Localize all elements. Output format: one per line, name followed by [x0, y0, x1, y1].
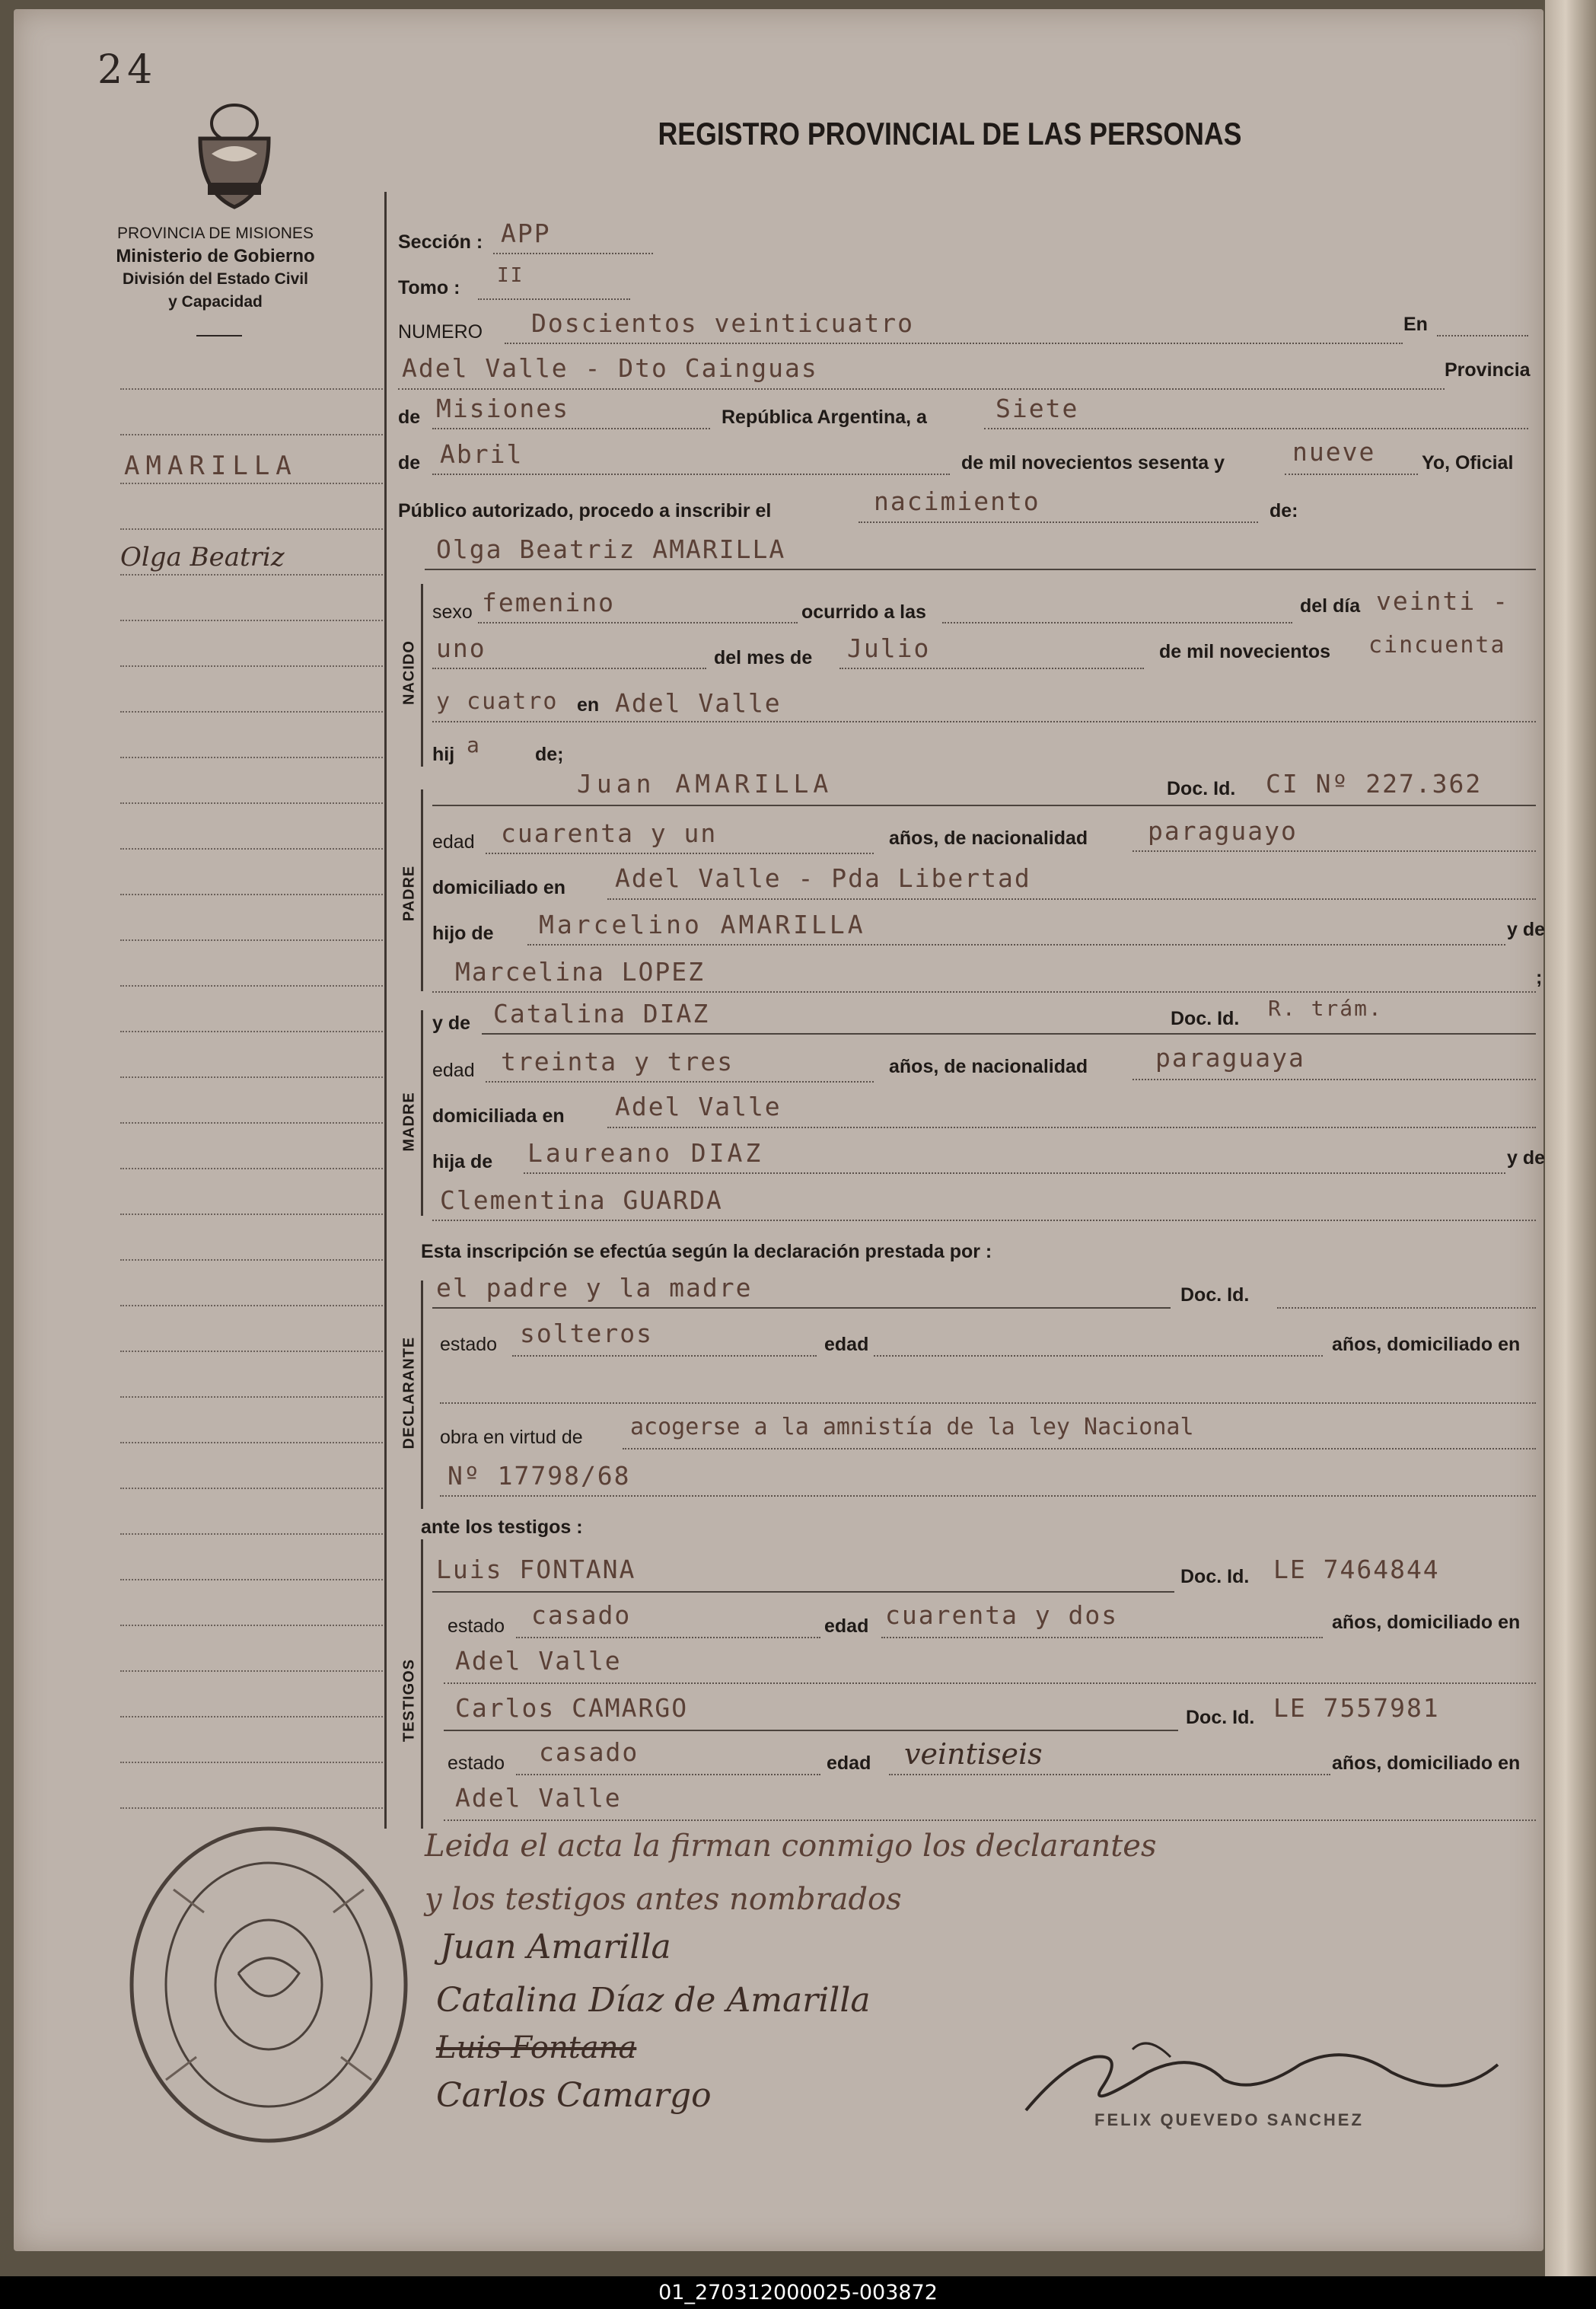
- value-lugar: Adel Valle - Dto Cainguas: [402, 353, 818, 383]
- value-lugar-nac: Adel Valle: [615, 688, 782, 718]
- line-decl-estado: [512, 1355, 817, 1357]
- line-testigo1-dom: [444, 1682, 1536, 1684]
- value-testigo1-dom: Adel Valle: [455, 1646, 622, 1676]
- margin-line: [120, 574, 383, 576]
- label-madre: MADRE: [400, 1092, 418, 1152]
- line-mes-nac: [839, 668, 1144, 669]
- margin-line: [120, 1122, 383, 1124]
- label-testigo2-edad: edad: [827, 1752, 871, 1774]
- value-testigo2-estado: casado: [539, 1737, 639, 1767]
- label-ocurrido: ocurrido a las: [801, 601, 926, 623]
- label-testigo1-anos: años, domiciliado en: [1332, 1612, 1521, 1633]
- header-divider: [196, 335, 242, 336]
- line-anio: [1285, 474, 1418, 475]
- value-madre-nombre: Catalina DIAZ: [493, 999, 710, 1029]
- margin-line: [120, 848, 383, 850]
- line-madre-hija-2: [432, 1220, 1536, 1221]
- signature-mother: Catalina Díaz de Amarilla: [436, 1981, 871, 2020]
- label-republica: República Argentina, a: [722, 407, 927, 428]
- value-hij-suffix: a: [467, 732, 481, 757]
- value-decl-estado: solteros: [520, 1319, 653, 1348]
- label-sexo: sexo: [432, 601, 473, 623]
- line-madre-hija-1: [524, 1172, 1505, 1174]
- closing-line-1: Leida el acta la firman conmigo los declarantes: [425, 1829, 1157, 1864]
- margin-line: [120, 1762, 383, 1763]
- label-madre-y-de: y de: [1507, 1147, 1546, 1169]
- image-id-footer: 01_270312000025-003872: [0, 2276, 1596, 2309]
- label-testigo2-anos: años, domiciliado en: [1332, 1752, 1521, 1774]
- line-dia: [984, 428, 1528, 429]
- ministry-label: Ministerio de Gobierno: [116, 246, 315, 266]
- label-en: En: [1403, 314, 1428, 335]
- label-yo-oficial: Yo, Oficial: [1422, 452, 1514, 474]
- line-madre-edad: [486, 1081, 874, 1083]
- margin-line: [120, 1259, 383, 1261]
- value-mes-nac: Julio: [847, 633, 931, 663]
- value-anio-nac-1: cincuenta: [1368, 632, 1506, 659]
- value-sexo: femenino: [482, 588, 615, 617]
- label-padre-doc: Doc. Id.: [1167, 778, 1236, 799]
- value-testigo1-nombre: Luis FONTANA: [436, 1555, 636, 1584]
- value-provincia: Misiones: [436, 394, 569, 423]
- label-decl-edad: edad: [824, 1334, 869, 1355]
- margin-line: [120, 985, 383, 987]
- value-seccion: APP: [501, 218, 551, 248]
- label-testigo1-doc: Doc. Id.: [1180, 1566, 1250, 1587]
- signature-witness-1: Luis Fontana: [436, 2030, 637, 2065]
- label-numero: NUMERO: [398, 321, 483, 343]
- margin-line: [120, 894, 383, 895]
- value-obra-2: Nº 17798/68: [448, 1461, 631, 1491]
- label-testigos: ante los testigos :: [421, 1516, 583, 1538]
- label-mil-sesenta: de mil novecientos sesenta y: [961, 452, 1225, 474]
- label-de-2: de: [398, 452, 421, 474]
- signature-witness-2: Carlos Camargo: [436, 2076, 712, 2115]
- line-obra-2: [440, 1495, 1536, 1497]
- margin-line: [120, 1670, 383, 1672]
- line-decl-doc: [1277, 1307, 1536, 1309]
- division-label: División del Estado Civil: [123, 270, 308, 288]
- line-provincia: [432, 428, 710, 429]
- label-hij: hij: [432, 744, 455, 765]
- official-stamp-text: FELIX QUEVEDO SANCHEZ: [1094, 2110, 1364, 2129]
- label-en-lugar: en: [577, 694, 600, 716]
- line-padre-hijo-2: [432, 991, 1536, 993]
- line-seccion: [493, 253, 653, 254]
- label-decl-doc: Doc. Id.: [1180, 1284, 1250, 1306]
- value-padre-hijo-1: Marcelino AMARILLA: [539, 910, 866, 939]
- value-padre-nombre: Juan AMARILLA: [577, 769, 833, 799]
- capacity-label: y Capacidad: [168, 293, 263, 311]
- bracket-madre: [421, 1010, 423, 1216]
- margin-line: [120, 1351, 383, 1352]
- margin-given-names: Olga Beatriz: [120, 542, 285, 572]
- book-binding: [1545, 0, 1596, 2284]
- label-madre-nac: años, de nacionalidad: [889, 1056, 1088, 1077]
- margin-line: [120, 1076, 383, 1078]
- value-madre-hija-1: Laureano DIAZ: [527, 1138, 764, 1168]
- margin-line: [120, 1533, 383, 1535]
- bracket-padre: [421, 789, 423, 991]
- value-nombre: Olga Beatriz AMARILLA: [436, 534, 786, 564]
- line-padre-hijo-1: [527, 944, 1505, 946]
- province-label: PROVINCIA DE MISIONES: [117, 225, 314, 242]
- value-obra-1: acogerse a la amnistía de la ley Nacional: [630, 1414, 1194, 1440]
- margin-line: [120, 388, 383, 390]
- line-madre-dom: [607, 1127, 1536, 1128]
- value-testigo2-doc: LE 7557981: [1273, 1693, 1440, 1723]
- label-nacido: NACIDO: [400, 640, 418, 705]
- margin-line: [120, 1807, 383, 1809]
- document-page: [14, 9, 1546, 2251]
- margin-line: [120, 1488, 383, 1489]
- margin-line: [120, 1716, 383, 1717]
- page-number: 24: [97, 47, 158, 93]
- label-provincia: Provincia: [1445, 359, 1531, 381]
- value-testigo1-estado: casado: [531, 1600, 632, 1630]
- value-madre-doc: R. trám.: [1268, 996, 1383, 1021]
- label-de-semi: de;: [535, 744, 564, 765]
- margin-line: [120, 1442, 383, 1443]
- line-testigo1-edad: [881, 1637, 1323, 1638]
- label-testigo1-estado: estado: [448, 1615, 505, 1637]
- line-tomo: [478, 298, 630, 300]
- line-mes: [432, 474, 950, 475]
- line-madre-nac: [1132, 1079, 1536, 1080]
- bracket-declarante: [421, 1280, 423, 1509]
- value-testigo2-nombre: Carlos CAMARGO: [455, 1693, 689, 1723]
- official-seal-icon: [120, 1821, 417, 2148]
- label-mil-novecientos: de mil novecientos: [1159, 641, 1331, 662]
- label-seccion: Sección :: [398, 231, 483, 253]
- value-testigo1-edad: cuarenta y dos: [885, 1600, 1119, 1630]
- line-testigo2-edad: [889, 1774, 1330, 1775]
- bracket-nacido: [421, 584, 423, 767]
- label-tomo: Tomo :: [398, 277, 460, 298]
- bracket-testigos: [421, 1539, 423, 1829]
- line-testigo2-dom: [444, 1819, 1536, 1821]
- label-padre-nac: años, de nacionalidad: [889, 828, 1088, 849]
- label-de-1: de: [398, 407, 421, 428]
- line-madre: [482, 1033, 1536, 1035]
- value-mes: Abril: [440, 439, 524, 469]
- line-numero: [505, 343, 1403, 344]
- value-numero: Doscientos veinticuatro: [531, 308, 914, 338]
- margin-line: [120, 1579, 383, 1580]
- line-padre-edad: [486, 853, 874, 854]
- margin-line: [120, 711, 383, 713]
- margin-line: [120, 665, 383, 667]
- margin-line: [120, 1214, 383, 1215]
- line-testigo1: [432, 1591, 1174, 1593]
- line-decl-edad: [874, 1355, 1323, 1357]
- label-hija-de: hija de: [432, 1151, 493, 1172]
- label-decl-anos: años, domiciliado en: [1332, 1334, 1521, 1355]
- line-testigo1-estado: [516, 1637, 820, 1638]
- margin-line: [120, 802, 383, 804]
- label-de-colon: de:: [1269, 500, 1298, 521]
- value-anio-nac-2: y cuatro: [436, 688, 559, 715]
- value-testigo1-doc: LE 7464844: [1273, 1555, 1440, 1584]
- line-testigo2: [444, 1730, 1178, 1731]
- margin-rule: [384, 192, 387, 1829]
- label-declarante: DECLARANTE: [400, 1336, 418, 1450]
- label-inscripcion: Esta inscripción se efectúa según la declaración prestada por :: [421, 1241, 992, 1262]
- label-publico: Público autorizado, procedo a inscribir el: [398, 500, 772, 521]
- line-sexo: [478, 622, 798, 623]
- line-nombre: [425, 569, 1536, 570]
- label-padre: PADRE: [400, 865, 418, 922]
- label-testigo2-estado: estado: [448, 1752, 505, 1774]
- label-madre-edad: edad: [432, 1060, 475, 1081]
- value-testigo2-dom: Adel Valle: [455, 1783, 622, 1813]
- line-acto: [859, 521, 1258, 523]
- label-decl-estado: estado: [440, 1334, 498, 1355]
- line-padre-nac: [1132, 850, 1536, 852]
- line-lugar-nac: [432, 721, 1536, 722]
- margin-line: [120, 528, 383, 530]
- label-testigos: TESTIGOS: [400, 1658, 418, 1743]
- label-testigo1-edad: edad: [824, 1615, 869, 1637]
- value-dia: Siete: [996, 394, 1079, 423]
- line-padre: [432, 805, 1536, 806]
- line-declarante: [432, 1307, 1171, 1309]
- value-madre-edad: treinta y tres: [501, 1047, 734, 1076]
- value-dia-nac-1: veinti -: [1376, 586, 1509, 616]
- value-declarante: el padre y la madre: [436, 1273, 753, 1303]
- margin-line: [120, 1168, 383, 1169]
- signature-father: Juan Amarilla: [440, 1928, 671, 1966]
- margin-line: [120, 620, 383, 621]
- margin-line: [120, 939, 383, 941]
- value-testigo2-edad: veintiseis: [904, 1737, 1043, 1771]
- margin-line: [120, 1305, 383, 1306]
- margin-line: [120, 1625, 383, 1626]
- value-padre-nac: paraguayo: [1148, 816, 1298, 846]
- line-obra-1: [623, 1448, 1536, 1450]
- closing-line-2: y los testigos antes nombrados: [425, 1882, 902, 1917]
- margin-line: [120, 483, 383, 484]
- coat-of-arms-icon: [185, 93, 284, 215]
- margin-line: [120, 757, 383, 758]
- label-hijo-de: hijo de: [432, 923, 494, 944]
- line-hora: [942, 622, 1292, 623]
- label-del-mes: del mes de: [714, 647, 813, 668]
- value-padre-doc: CI Nº 227.362: [1266, 769, 1483, 799]
- label-del-dia: del día: [1300, 595, 1361, 617]
- label-testigo2-doc: Doc. Id.: [1186, 1707, 1255, 1728]
- margin-line: [120, 434, 383, 435]
- label-madre-dom: domiciliada en: [432, 1105, 565, 1127]
- line-testigo2-estado: [516, 1774, 820, 1775]
- margin-line: [120, 1031, 383, 1032]
- line-en: [1437, 335, 1528, 336]
- value-madre-dom: Adel Valle: [615, 1092, 782, 1121]
- line-lugar: [398, 388, 1445, 390]
- value-tomo: II: [497, 264, 524, 287]
- value-anio: nueve: [1292, 437, 1376, 467]
- value-padre-edad: cuarenta y un: [501, 818, 718, 848]
- label-padre-y-de: y de: [1507, 919, 1546, 940]
- value-padre-dom: Adel Valle - Pda Libertad: [615, 863, 1031, 893]
- label-madre-doc: Doc. Id.: [1171, 1008, 1240, 1029]
- document-title: REGISTRO PROVINCIAL DE LAS PERSONAS: [658, 116, 1242, 151]
- label-obra: obra en virtud de: [440, 1427, 583, 1448]
- value-acto: nacimiento: [874, 486, 1040, 516]
- line-decl-dom: [440, 1402, 1536, 1404]
- value-dia-nac-2: uno: [436, 633, 486, 663]
- margin-surname: AMARILLA: [124, 451, 298, 481]
- label-madre-y-de: y de: [432, 1013, 471, 1034]
- line-padre-dom: [607, 898, 1536, 900]
- value-madre-hija-2: Clementina GUARDA: [440, 1185, 723, 1215]
- label-semicolon: ;: [1536, 967, 1543, 988]
- label-padre-dom: domiciliado en: [432, 877, 566, 898]
- line-dia-nac-2: [432, 668, 706, 669]
- value-padre-hijo-2: Marcelina LOPEZ: [455, 957, 706, 987]
- margin-line: [120, 1396, 383, 1398]
- label-padre-edad: edad: [432, 831, 475, 853]
- value-madre-nac: paraguaya: [1155, 1043, 1305, 1073]
